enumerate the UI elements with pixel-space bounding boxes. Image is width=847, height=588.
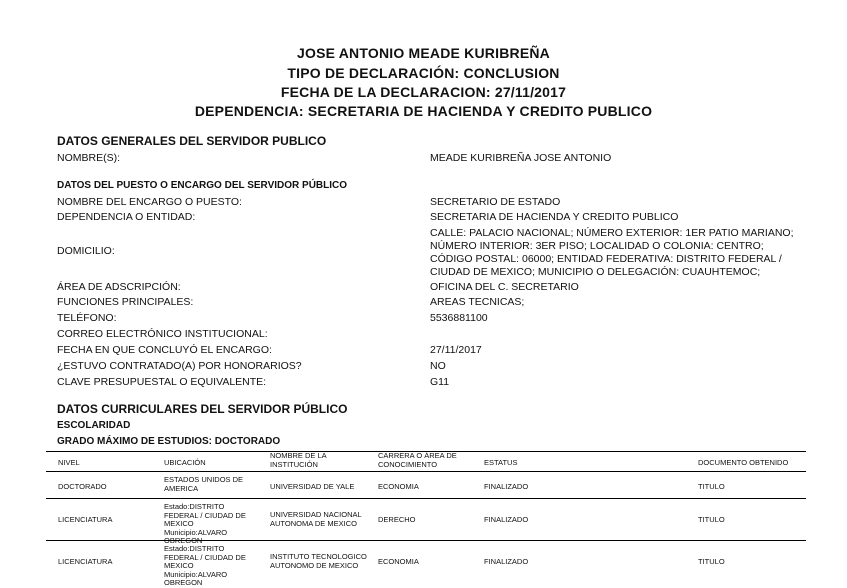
table-cell: Estado:DISTRITO FEDERAL / CIUDAD DE MEXICO Municipio:ALVARO OBREGON [164, 502, 246, 545]
declaration-date: FECHA DE LA DECLARACION: 27/11/2017 [280, 84, 567, 100]
table-cell: LICENCIATURA [58, 557, 113, 566]
table-cell: TITULO [698, 515, 725, 524]
table-cell: TITULO [698, 557, 725, 566]
table-cell: DERECHO [378, 515, 416, 524]
field-value: AREAS TECNICAS; [430, 296, 525, 308]
field-value: SECRETARIO DE ESTADO [430, 196, 561, 208]
declarant-name: JOSE ANTONIO MEADE KURIBREÑA [297, 45, 550, 61]
table-cell: ECONOMIA [378, 482, 419, 491]
table-cell: DOCTORADO [58, 482, 107, 491]
table-cell: FINALIZADO [484, 557, 529, 566]
field-label: CORREO ELECTRÓNICO INSTITUCIONAL: [57, 328, 268, 340]
escolaridad-label: ESCOLARIDAD [57, 420, 131, 431]
table-cell: ESTADOS UNIDOS DE AMERICA [164, 475, 244, 493]
nombre-label: NOMBRE(S): [57, 152, 120, 164]
column-header: ESTATUS [484, 458, 518, 467]
section-title-curriculares: DATOS CURRICULARES DEL SERVIDOR PÚBLICO [57, 402, 348, 416]
section-title-generales: DATOS GENERALES DEL SERVIDOR PUBLICO [57, 134, 327, 148]
field-value: 5536881100 [430, 312, 488, 324]
declaration-type: TIPO DE DECLARACIÓN: CONCLUSION [287, 65, 560, 81]
section-title-puesto: DATOS DEL PUESTO O ENCARGO DEL SERVIDOR PÚBLICO [57, 180, 348, 191]
table-rule [46, 471, 806, 472]
declaration-dependency: DEPENDENCIA: SECRETARIA DE HACIENDA Y CREDITO PUBLICO [194, 103, 653, 119]
table-cell: ECONOMIA [378, 557, 419, 566]
field-value: G11 [430, 376, 450, 388]
field-label: DOMICILIO: [57, 245, 115, 257]
table-cell: FINALIZADO [484, 482, 529, 491]
field-value: OFICINA DEL C. SECRETARIO [430, 281, 579, 293]
column-header: DOCUMENTO OBTENIDO [698, 458, 789, 467]
field-label: CLAVE PRESUPUESTAL O EQUIVALENTE: [57, 376, 267, 388]
field-value-domicilio: CALLE: PALACIO NACIONAL; NÚMERO EXTERIOR: 1ER PATIO MARIANO; NÚMERO INTERIOR: 3ER PISO; LOCALIDAD O COLONIA: CENTRO; CÓDIGO POSTAL: 06000; ENTIDAD FEDERATIVA: DISTRITO FEDERAL / CIUDAD DE MEXICO; MUNICIPIO O DELEGACIÓN: CUAUHTEMOC; [430, 227, 794, 278]
grado-maximo: GRADO MÁXIMO DE ESTUDIOS: DOCTORADO [57, 436, 281, 447]
table-cell: INSTITUTO TECNOLOGICO AUTONOMO DE MEXICO [270, 552, 367, 570]
field-value: 27/11/2017 [430, 344, 482, 356]
column-header: NIVEL [58, 458, 80, 467]
nombre-value: MEADE KURIBREÑA JOSE ANTONIO [430, 152, 612, 164]
field-label: ¿ESTUVO CONTRATADO(A) POR HONORARIOS? [57, 360, 302, 372]
field-label: FECHA EN QUE CONCLUYÓ EL ENCARGO: [57, 344, 272, 356]
table-rule [46, 498, 806, 499]
field-label: ÁREA DE ADSCRIPCIÓN: [57, 281, 181, 293]
table-cell: TITULO [698, 482, 725, 491]
table-cell: FINALIZADO [484, 515, 529, 524]
field-value: NO [430, 360, 446, 372]
field-label: NOMBRE DEL ENCARGO O PUESTO: [57, 196, 242, 208]
column-header: UBICACIÓN [164, 458, 206, 467]
table-cell: UNIVERSIDAD NACIONAL AUTONOMA DE MEXICO [270, 510, 362, 528]
field-label: FUNCIONES PRINCIPALES: [57, 296, 194, 308]
field-label: TELÉFONO: [57, 312, 117, 324]
table-rule [46, 540, 806, 541]
field-label: DEPENDENCIA O ENTIDAD: [57, 211, 196, 223]
table-cell: Estado:DISTRITO FEDERAL / CIUDAD DE MEXICO Municipio:ALVARO OBREGON [164, 544, 246, 587]
table-cell: LICENCIATURA [58, 515, 113, 524]
field-value: SECRETARIA DE HACIENDA Y CREDITO PUBLICO [430, 211, 679, 223]
table-cell: UNIVERSIDAD DE YALE [270, 482, 355, 491]
column-header: NOMBRE DE LA INSTITUCIÓN [270, 451, 327, 469]
column-header: CARRERA O ÁREA DE CONOCIMIENTO [378, 451, 457, 469]
